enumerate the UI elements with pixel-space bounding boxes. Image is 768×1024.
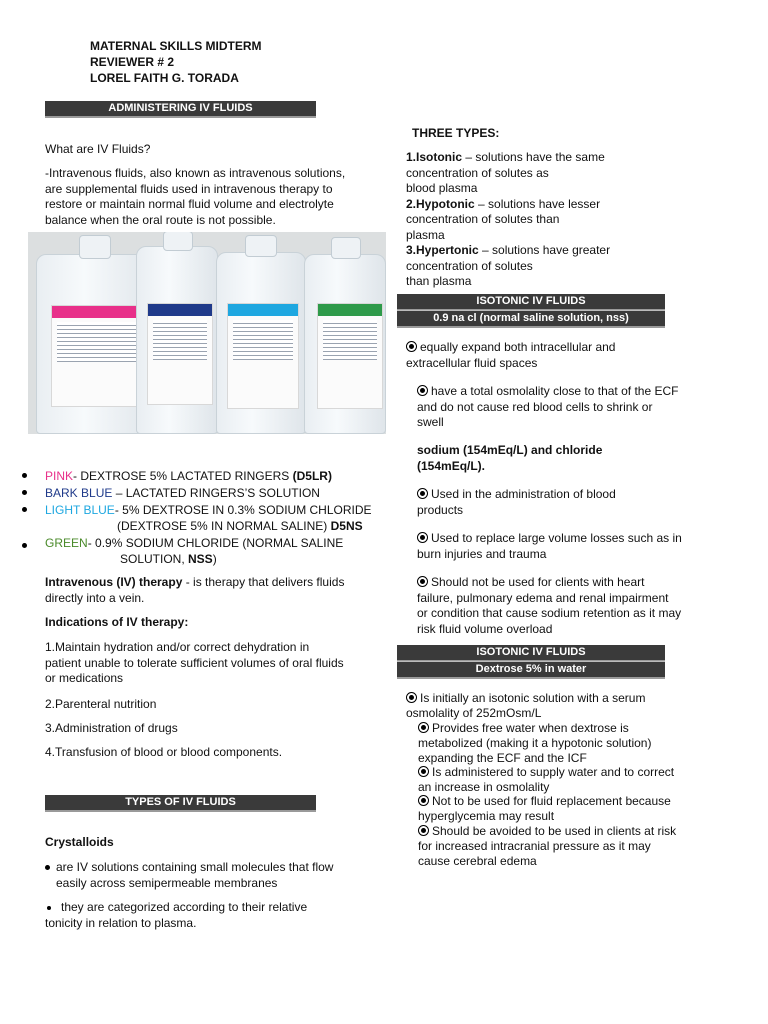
crystalloids-point-1-text: are IV solutions containing small molecules that flow easily across semipermeable membranes (56, 860, 334, 890)
indication-2: 2.Parenteral nutrition (45, 697, 157, 711)
color-desc-dark-blue: – LACTATED RINGERS’S SOLUTION (112, 486, 320, 500)
document-header (90, 38, 262, 86)
type-isotonic: 1.Isotonic (406, 150, 463, 164)
header-line-3: LOREL FAITH G. TORADA (90, 71, 239, 85)
tonicity-types (406, 150, 646, 290)
d5w-point-5 (418, 824, 680, 868)
header-line-1: MATERNAL SKILLS MIDTERM (90, 39, 262, 53)
bottle-band (52, 306, 142, 318)
section-bar-isotonic-2: ISOTONIC IV FLUIDS (397, 645, 665, 662)
indication-3: 3.Administration of drugs (45, 721, 178, 735)
type-hypertonic-c: than plasma (406, 274, 472, 288)
radio-bullet-icon (417, 385, 428, 396)
color-desc-light-blue: - 5% DEXTROSE IN 0.3% SODIUM CHLORIDE (114, 503, 372, 517)
color-desc-green-tail: ) (212, 552, 217, 566)
color-desc-green: - 0.9% SODIUM CHLORIDE (NORMAL SALINE (87, 536, 344, 550)
section-bar-isotonic-2-sub: Dextrose 5% in water (397, 661, 665, 679)
nss-point-2-text: have a total osmolality close to that of the ECF and do not cause red blood cells to shrink or swell (417, 384, 679, 429)
radio-bullet-icon (418, 722, 429, 733)
color-word-pink: PINK (45, 469, 74, 483)
nss-point-5-text: Used to replace large volume losses such as in burn injuries and trauma (417, 531, 682, 561)
d5w-point-4-text: Not to be used for fluid replacement because hyperglycemia may result (418, 794, 671, 823)
color-desc-pink: - DEXTROSE 5% LACTATED RINGERS (73, 469, 293, 483)
color-desc-green-2: SOLUTION, (120, 552, 189, 566)
section-bar-isotonic-1: ISOTONIC IV FLUIDS (397, 294, 665, 311)
d5w-point-2 (418, 721, 680, 765)
type-hypertonic: 3.Hypertonic (406, 243, 479, 257)
nss-point-1-text: equally expand both intracellular and extracellular fluid spaces (406, 340, 616, 370)
iv-therapy-definition (45, 575, 365, 606)
question-what-are-iv-fluids: What are IV Fluids? (45, 142, 151, 156)
nss-point-4 (417, 487, 657, 518)
radio-bullet-icon (418, 766, 429, 777)
crystalloids-point-1 (45, 860, 345, 891)
type-hypertonic-a: – solutions have greater (478, 243, 611, 257)
iv-therapy-term: Intravenous (IV) therapy (45, 575, 183, 589)
section-bar-administering: ADMINISTERING IV FLUIDS (45, 101, 316, 118)
bottle-light-blue (216, 252, 306, 434)
iv-fluids-definition: -Intravenous fluids, also known as intravenous solutions, are supplemental fluids used in intravenous therapy to restore or maintain normal fluid volume and electrolyte balance when the oral route is not possible. (45, 166, 346, 227)
radio-bullet-icon (417, 532, 428, 543)
radio-bullet-icon (418, 795, 429, 806)
nss-point-2 (417, 384, 682, 431)
section-bar-types: TYPES OF IV FLUIDS (45, 795, 316, 812)
type-isotonic-c: blood plasma (406, 181, 478, 195)
indications-title: Indications of IV therapy: (45, 615, 189, 629)
type-hypotonic-b: concentration of solutes than (406, 212, 560, 226)
type-hypotonic-c: plasma (406, 227, 445, 242)
d5w-point-1 (406, 691, 674, 721)
iv-bottles-photo (28, 232, 386, 434)
radio-bullet-icon (406, 692, 417, 703)
bottle-green (304, 254, 386, 434)
type-isotonic-a: – solutions have the same (462, 150, 605, 164)
d5w-point-1-text: Is initially an isotonic solution with a serum osmolality of 252mOsm/L (406, 691, 646, 720)
type-hypertonic-b: concentration of solutes (406, 258, 533, 273)
type-hypotonic-a: – solutions have lesser (474, 196, 601, 211)
nss-point-6 (417, 575, 682, 637)
header-line-2: REVIEWER # 2 (90, 55, 175, 69)
nss-point-1 (406, 340, 674, 371)
iv-therapy-desc: - is therapy that delivers fluids directly into a vein. (45, 575, 345, 605)
section-bar-isotonic-1-sub: 0.9 na cl (normal saline solution, nss) (397, 310, 665, 328)
color-word-dark-blue: BARK BLUE (45, 486, 113, 500)
indication-4: 4.Transfusion of blood or blood components. (45, 745, 283, 759)
d5w-point-5-text: Should be avoided to be used in clients at risk for increased intracranial pressure as it may cause cerebral edema (418, 824, 677, 868)
bottle-dark-blue (136, 246, 218, 434)
radio-bullet-icon (417, 576, 428, 587)
three-types-title: THREE TYPES: (412, 126, 500, 140)
type-hypotonic: 2.Hypotonic (406, 196, 475, 211)
color-abbrev-pink: (D5LR) (292, 469, 332, 483)
color-abbrev-light-blue: D5NS (330, 519, 363, 533)
crystalloids-title: Crystalloids (45, 835, 114, 849)
d5w-point-3 (418, 765, 680, 795)
color-word-light-blue: LIGHT BLUE (45, 503, 115, 517)
nss-point-4-text: Used in the administration of blood products (417, 487, 616, 517)
crystalloids-point-2 (45, 900, 345, 931)
nss-point-6-text: Should not be used for clients with heart failure, pulmonary edema and renal impairment or condition that cause sodium retention as it may risk fluid volume overload (417, 575, 682, 636)
color-word-green: GREEN (45, 536, 88, 550)
d5w-point-4 (418, 794, 680, 824)
indication-1: 1.Maintain hydration and/or correct dehydration in patient unable to tolerate sufficient volumes of oral fluids or medications (45, 640, 344, 685)
nss-point-3: sodium (154mEq/L) and chloride (154mEq/L). (417, 443, 603, 473)
radio-bullet-icon (418, 825, 429, 836)
d5w-point-3-text: Is administered to supply water and to correct an increase in osmolality (418, 765, 675, 794)
radio-bullet-icon (406, 341, 417, 352)
color-abbrev-green: NSS (188, 552, 213, 566)
radio-bullet-icon (417, 488, 428, 499)
type-isotonic-b: concentration of solutes as (406, 165, 549, 180)
nss-point-5 (417, 531, 682, 562)
color-desc-light-blue-2: (DEXTROSE 5% IN NORMAL SALINE) (117, 519, 331, 533)
d5w-point-2-text: Provides free water when dextrose is metabolized (making it a hypotonic solution) expanding the ECF and the ICF (418, 721, 652, 765)
crystalloids-point-2-text: they are categorized according to their relative tonicity in relation to plasma. (45, 900, 308, 930)
